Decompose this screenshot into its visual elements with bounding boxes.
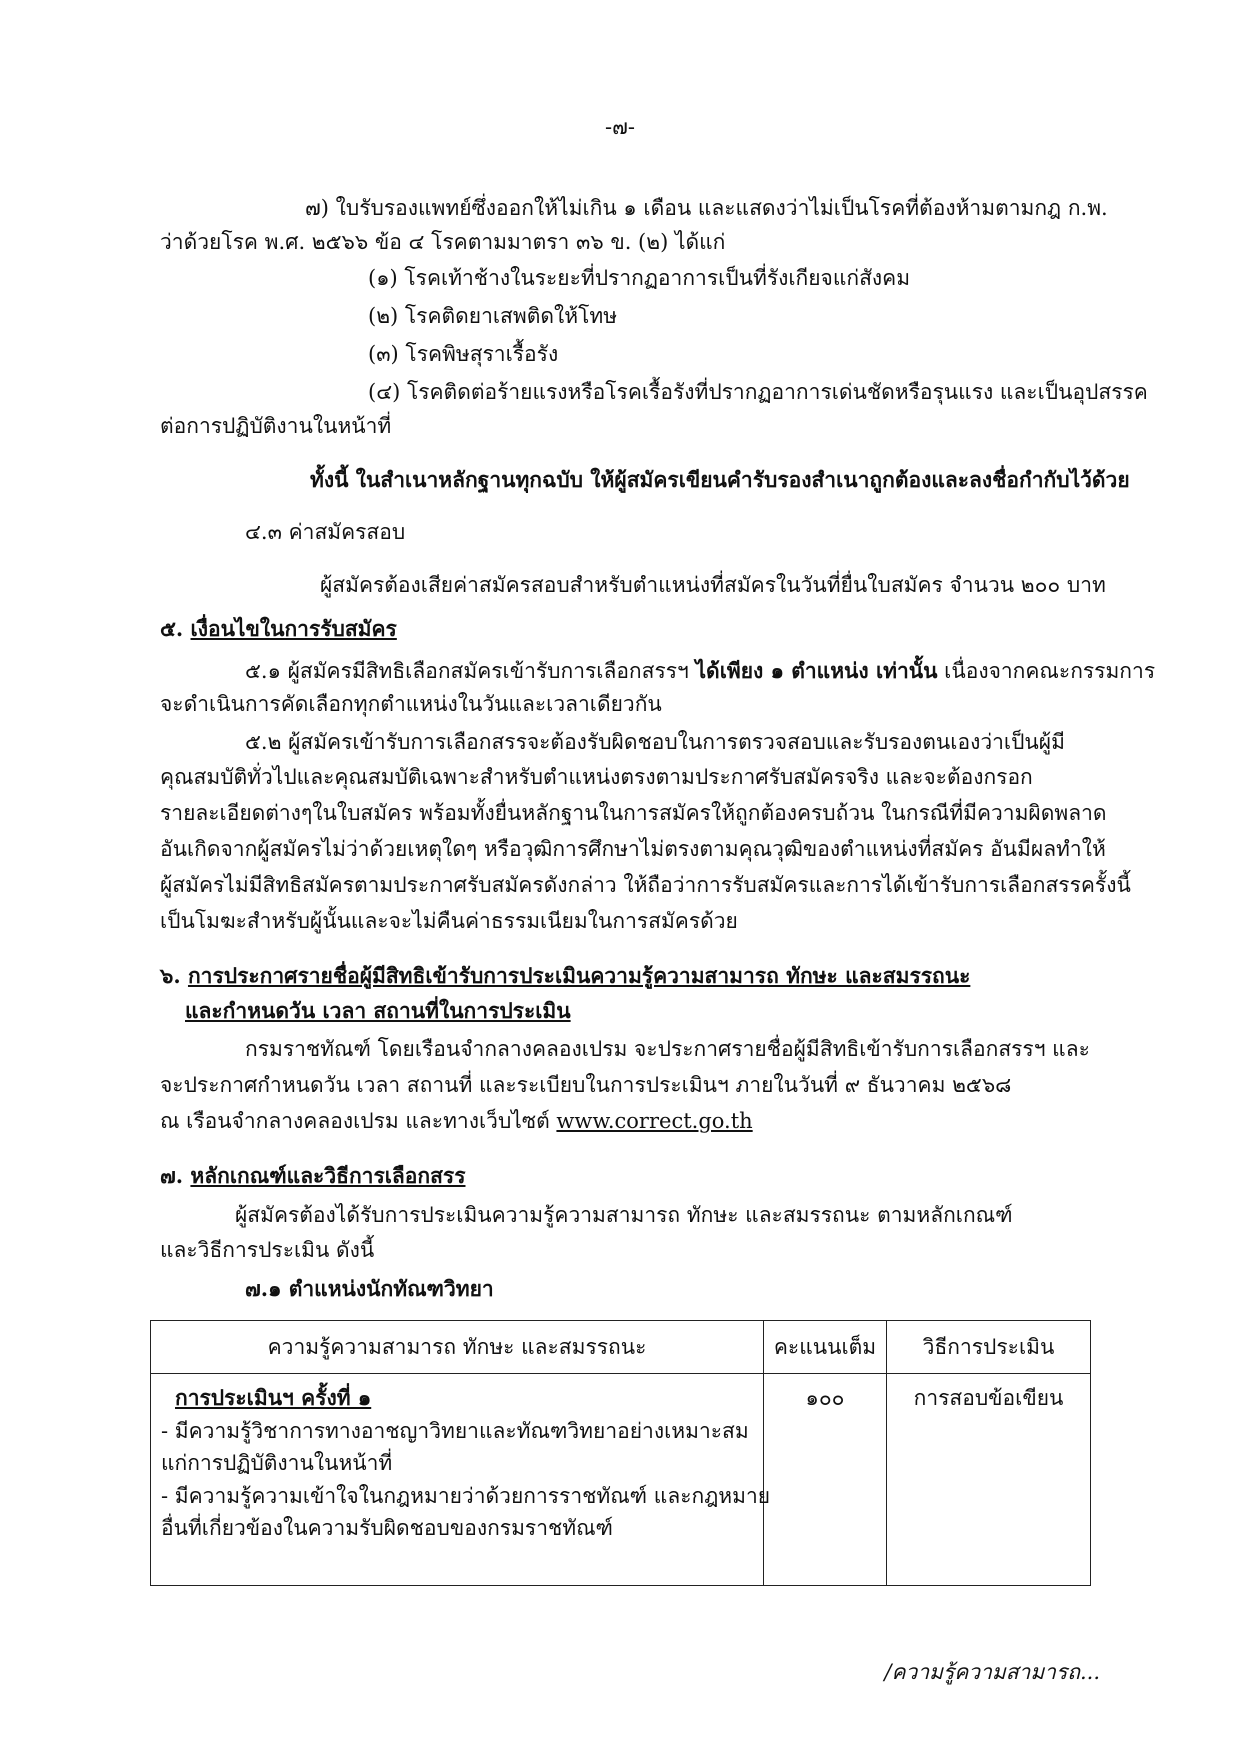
round-title: การประเมินฯ ครั้งที่ ๑	[175, 1385, 372, 1410]
method-cell: การสอบข้อเขียน	[887, 1374, 1091, 1586]
table-header-score: คะแนนเต็ม	[764, 1321, 887, 1374]
section5-p1-line2: จะดำเนินการคัดเลือกทุกตำแหน่งในวันและเวลาเดียวกัน	[160, 692, 662, 716]
disease-item-2: (๒) โรคติดยาเสพติดให้โทษ	[368, 304, 618, 328]
fee-heading: ๔.๓ ค่าสมัครสอบ	[245, 520, 406, 544]
section5-title: เงื่อนไขในการรับสมัคร	[190, 616, 397, 641]
section6-title-line2: และกำหนดวัน เวลา สถานที่ในการประเมิน	[185, 998, 571, 1023]
fee-text: ผู้สมัครต้องเสียค่าสมัครสอบสำหรับตำแหน่งที่สมัครในวันที่ยื่นใบสมัคร จำนวน ๒๐๐ บาท	[320, 573, 1106, 597]
page-number: -๗-	[605, 115, 635, 139]
continuation-note: /ความรู้ความสามารถ...	[884, 1660, 1100, 1684]
section6-title-line1: การประกาศรายชื่อผู้มีสิทธิเข้ารับการประเมินความรู้ความสามารถ ทักษะ และสมรรถนะ	[187, 963, 971, 988]
item7-line1: ๗) ใบรับรองแพทย์ซึ่งออกให้ไม่เกิน ๑ เดือน และแสดงว่าไม่เป็นโรคที่ต้องห้ามตามกฎ ก.พ.	[305, 196, 1108, 220]
disease-item-3: (๓) โรคพิษสุราเรื้อรัง	[368, 342, 559, 366]
section5-p2-line: เป็นโมฆะสำหรับผู้นั้นและจะไม่คืนค่าธรรมเนียมในการสมัครด้วย	[160, 909, 738, 933]
certify-note: ทั้งนี้ ในสำเนาหลักฐานทุกฉบับ ให้ผู้สมัครเขียนคำรับรองสำเนาถูกต้องและลงชื่อกำกับไว้ด้วย	[310, 467, 1130, 492]
table-header-criteria: ความรู้ความสามารถ ทักษะ และสมรรถนะ	[151, 1321, 764, 1374]
section6-body-line3-pre: ณ เรือนจำกลางคลองเปรม และทางเว็บไซต์	[160, 1109, 550, 1133]
website-link[interactable]: www.correct.go.th	[556, 1109, 753, 1133]
section7-number: ๗.	[160, 1163, 184, 1188]
criteria-item-1-line2: แก่การปฏิบัติงานในหน้าที่	[161, 1451, 393, 1476]
section6-body-line3	[160, 1109, 753, 1134]
section5-number: ๕.	[160, 616, 184, 641]
section7-sub-heading: ๗.๑ ตำแหน่งนักทัณฑวิทยา	[245, 1276, 494, 1301]
disease-item-4-cont: ต่อการปฏิบัติงานในหน้าที่	[160, 414, 392, 438]
section7-heading	[160, 1163, 465, 1188]
section7-title: หลักเกณฑ์และวิธีการเลือกสรร	[190, 1163, 466, 1188]
table-row	[151, 1374, 1091, 1586]
section5-p2-line: ๕.๒ ผู้สมัครเข้ารับการเลือกสรรจะต้องรับผิดชอบในการตรวจสอบและรับรองตนเองว่าเป็นผู้มี	[245, 730, 1065, 754]
section6-number: ๖.	[160, 963, 181, 988]
item7-line2: ว่าด้วยโรค พ.ศ. ๒๕๖๖ ข้อ ๔ โรคตามมาตรา ๓๖ ข. (๒) ได้แก่	[160, 230, 726, 254]
section6-heading	[160, 963, 970, 988]
section5-p1-post: เนื่องจากคณะกรรมการ	[944, 659, 1156, 683]
score-cell: ๑๐๐	[764, 1374, 887, 1586]
section6-body-line2: จะประกาศกำหนดวัน เวลา สถานที่ และระเบียบในการประเมินฯ ภายในวันที่ ๙ ธันวาคม ๒๕๖๘	[160, 1073, 1012, 1097]
criteria-table	[150, 1320, 1091, 1586]
section5-p1-pre: ๕.๑ ผู้สมัครมีสิทธิเลือกสมัครเข้ารับการเลือกสรรฯ	[245, 659, 689, 683]
disease-item-4: (๔) โรคติดต่อร้ายแรงหรือโรคเรื้อรังที่ปรากฏอาการเด่นชัดหรือรุนแรง และเป็นอุปสรรค	[368, 380, 1148, 404]
section7-body-line2: และวิธีการประเมิน ดังนี้	[160, 1238, 375, 1262]
criteria-item-2-line1: - มีความรู้ความเข้าใจในกฎหมายว่าด้วยการราชทัณฑ์ และกฎหมาย	[161, 1483, 771, 1508]
section6-body-line1: กรมราชทัณฑ์ โดยเรือนจำกลางคลองเปรม จะประกาศรายชื่อผู้มีสิทธิเข้ารับการเลือกสรรฯ และ	[245, 1037, 1090, 1061]
criteria-item-1-line1: - มีความรู้วิชาการทางอาชญาวิทยาและทัณฑวิทยาอย่างเหมาะสม	[161, 1418, 749, 1443]
section5-p2-line: อันเกิดจากผู้สมัครไม่ว่าด้วยเหตุใดๆ หรือวุฒิการศึกษาไม่ตรงตามคุณวุฒิของตำแหน่งที่สมัคร อันมีผลทำให้	[160, 837, 1106, 861]
disease-item-1: (๑) โรคเท้าช้างในระยะที่ปรากฏอาการเป็นที่รังเกียจแก่สังคม	[368, 266, 911, 290]
table-header-method: วิธีการประเมิน	[887, 1321, 1091, 1374]
criteria-item-2-line2: อื่นที่เกี่ยวข้องในความรับผิดชอบของกรมราชทัณฑ์	[161, 1516, 613, 1541]
section5-p2-line: ผู้สมัครไม่มีสิทธิสมัครตามประกาศรับสมัครดังกล่าว ให้ถือว่าการรับสมัครและการได้เข้ารับการเลือกสรรครั้งนี้	[160, 873, 1131, 897]
section5-p1-line1	[245, 658, 1155, 684]
criteria-cell	[151, 1374, 771, 1586]
section5-p1-bold: ได้เพียง ๑ ตำแหน่ง เท่านั้น	[695, 658, 938, 683]
table-header-row	[151, 1321, 1091, 1374]
section5-p2-line: คุณสมบัติทั่วไปและคุณสมบัติเฉพาะสำหรับตำแหน่งตรงตามประกาศรับสมัครจริง และจะต้องกรอก	[160, 765, 1033, 789]
section7-body-line1: ผู้สมัครต้องได้รับการประเมินความรู้ความสามารถ ทักษะ และสมรรถนะ ตามหลักเกณฑ์	[235, 1203, 1013, 1227]
section5-p2-line: รายละเอียดต่างๆในใบสมัคร พร้อมทั้งยื่นหลักฐานในการสมัครให้ถูกต้องครบถ้วน ในกรณีที่มีความผิดพลาด	[160, 801, 1107, 825]
section5-heading	[160, 616, 397, 641]
